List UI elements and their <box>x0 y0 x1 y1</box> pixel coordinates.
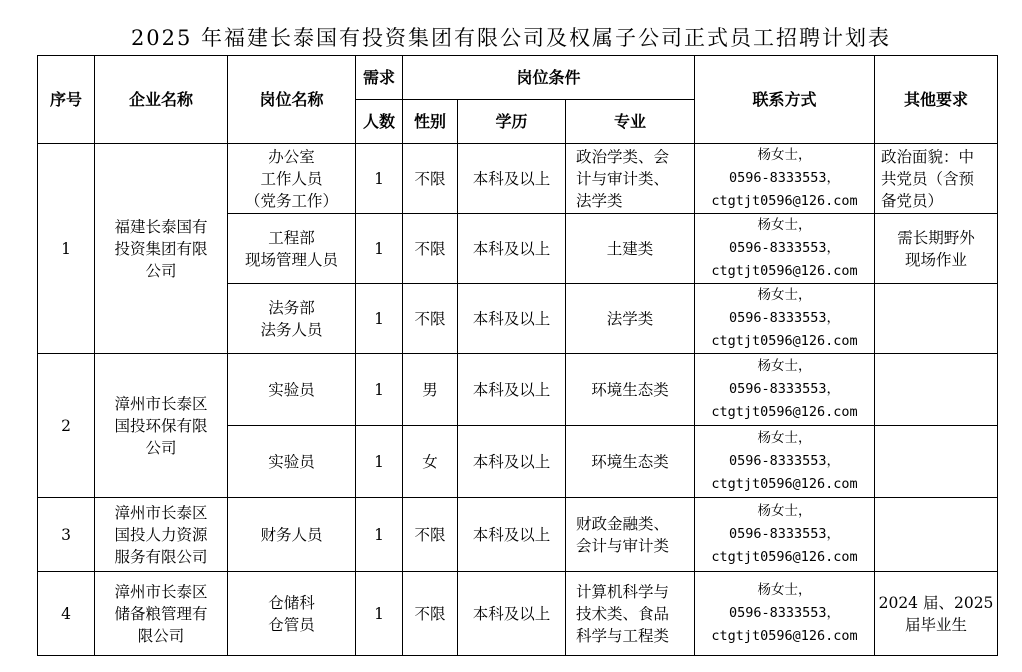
education-cell: 本科及以上 <box>458 214 566 284</box>
company-cell <box>95 144 228 354</box>
header-education: 学历 <box>458 100 566 144</box>
contact-cell-line: 0596-8333553， <box>728 526 841 542</box>
gender-cell: 男 <box>403 354 458 426</box>
other-cell <box>875 354 998 426</box>
contact-cell-line: 杨女士， <box>757 582 812 598</box>
header-company: 企业名称 <box>95 56 228 144</box>
position-cell <box>228 144 356 214</box>
major-cell-line: 计算机科学与 <box>576 582 670 601</box>
other-cell-line: 届毕业生 <box>905 615 968 634</box>
position-cell-line: 工程部 <box>268 228 315 247</box>
company-cell <box>95 572 228 656</box>
major-cell-line: 环境生态类 <box>591 380 669 399</box>
company-cell-line: 福建长泰国有 <box>114 217 208 236</box>
contact-cell-line: 杨女士， <box>757 430 812 446</box>
other-cell <box>875 284 998 354</box>
count-cell: 1 <box>356 214 403 284</box>
other-cell-line: 2024 届、2025 <box>878 593 994 612</box>
contact-cell-line: 0596-8333553， <box>728 453 841 469</box>
position-cell-line: 仓储科 <box>268 593 315 612</box>
contact-cell-line: ctgtjt0596@126.com <box>711 193 858 209</box>
other-cell <box>875 572 998 656</box>
seq-cell: 1 <box>38 144 95 354</box>
gender-cell: 不限 <box>403 572 458 656</box>
contact-cell-line: ctgtjt0596@126.com <box>711 404 858 420</box>
header-demand-top: 需求 <box>356 56 403 100</box>
contact-cell-line: 0596-8333553， <box>728 240 841 256</box>
other-cell-line: 备党员） <box>881 191 944 210</box>
company-cell-line: 国投环保有限 <box>114 416 208 435</box>
position-cell-line: 财务人员 <box>260 525 323 544</box>
other-cell <box>875 144 998 214</box>
other-cell-line: 政治面貌：中 <box>881 147 975 166</box>
seq-cell: 2 <box>38 354 95 498</box>
header-gender: 性别 <box>403 100 458 144</box>
major-cell <box>566 498 695 572</box>
gender-cell: 不限 <box>403 214 458 284</box>
major-cell <box>566 572 695 656</box>
major-cell-line: 环境生态类 <box>591 452 669 471</box>
table-row <box>38 498 998 572</box>
contact-cell-line: 0596-8333553， <box>728 310 841 326</box>
contact-cell-line: 杨女士， <box>757 147 812 163</box>
company-cell-line: 服务有限公司 <box>114 547 208 566</box>
position-cell-line: 仓管员 <box>268 615 315 634</box>
contact-cell-line: ctgtjt0596@126.com <box>711 628 858 644</box>
major-cell-line: 财政金融类、 <box>576 514 670 533</box>
contact-cell <box>695 498 875 572</box>
education-cell: 本科及以上 <box>458 284 566 354</box>
other-cell <box>875 426 998 498</box>
contact-cell-line: ctgtjt0596@126.com <box>711 476 858 492</box>
count-cell: 1 <box>356 144 403 214</box>
education-cell: 本科及以上 <box>458 144 566 214</box>
company-cell-line: 投资集团有限 <box>114 239 208 258</box>
major-cell-line: 计与审计类、 <box>576 169 670 188</box>
education-cell: 本科及以上 <box>458 572 566 656</box>
position-cell-line: 法务人员 <box>260 320 323 339</box>
major-cell <box>566 284 695 354</box>
seq-cell: 4 <box>38 572 95 656</box>
contact-cell-line: ctgtjt0596@126.com <box>711 333 858 349</box>
other-cell-line: 共党员（含预 <box>881 169 975 188</box>
contact-cell-line: ctgtjt0596@126.com <box>711 549 858 565</box>
count-cell: 1 <box>356 284 403 354</box>
gender-cell: 女 <box>403 426 458 498</box>
other-cell-line: 现场作业 <box>905 250 968 269</box>
count-cell: 1 <box>356 498 403 572</box>
gender-cell: 不限 <box>403 144 458 214</box>
contact-cell-line: 0596-8333553， <box>728 170 841 186</box>
header-major: 专业 <box>566 100 695 144</box>
position-cell-line: 实验员 <box>268 380 315 399</box>
header-contact: 联系方式 <box>695 56 875 144</box>
company-cell <box>95 498 228 572</box>
major-cell-line: 政治学类、会 <box>576 147 670 166</box>
count-cell: 1 <box>356 354 403 426</box>
major-cell-line: 会计与审计类 <box>576 536 670 555</box>
company-cell-line: 公司 <box>145 261 177 280</box>
table-body <box>38 56 998 656</box>
position-cell-line: 实验员 <box>268 452 315 471</box>
major-cell <box>566 214 695 284</box>
page-title: 2025 年福建长泰国有投资集团有限公司及权属子公司正式员工招聘计划表 <box>130 26 892 50</box>
position-cell-line: 法务部 <box>268 298 315 317</box>
contact-cell-line: 杨女士， <box>757 358 812 374</box>
major-cell-line: 科学与工程类 <box>576 626 670 645</box>
position-cell-line: 工作人员 <box>260 169 323 188</box>
contact-cell <box>695 284 875 354</box>
education-cell: 本科及以上 <box>458 498 566 572</box>
contact-cell-line: ctgtjt0596@126.com <box>711 263 858 279</box>
other-cell <box>875 214 998 284</box>
major-cell-line: 法学类 <box>576 191 623 210</box>
major-cell-line: 法学类 <box>606 309 654 328</box>
contact-cell-line: 0596-8333553， <box>728 381 841 397</box>
position-cell-line: （党务工作） <box>244 191 338 210</box>
contact-cell <box>695 354 875 426</box>
gender-cell: 不限 <box>403 284 458 354</box>
gender-cell: 不限 <box>403 498 458 572</box>
contact-cell <box>695 426 875 498</box>
company-cell-line: 公司 <box>145 438 177 457</box>
position-cell <box>228 284 356 354</box>
header-row-top <box>38 56 998 100</box>
contact-cell-line: 杨女士， <box>757 217 812 233</box>
company-cell-line: 国投人力资源 <box>114 525 208 544</box>
contact-cell <box>695 214 875 284</box>
header-seq: 序号 <box>38 56 95 144</box>
position-cell <box>228 214 356 284</box>
contact-cell <box>695 144 875 214</box>
contact-cell <box>695 572 875 656</box>
count-cell: 1 <box>356 572 403 656</box>
other-cell <box>875 498 998 572</box>
position-cell-line: 办公室 <box>268 147 315 166</box>
major-cell <box>566 426 695 498</box>
major-cell <box>566 144 695 214</box>
education-cell: 本科及以上 <box>458 426 566 498</box>
major-cell <box>566 354 695 426</box>
header-demand-bottom: 人数 <box>356 100 403 144</box>
position-cell <box>228 354 356 426</box>
major-cell-line: 土建类 <box>606 239 654 258</box>
header-conditions: 岗位条件 <box>403 56 695 100</box>
seq-cell: 3 <box>38 498 95 572</box>
position-cell <box>228 426 356 498</box>
education-cell: 本科及以上 <box>458 354 566 426</box>
table-row <box>38 354 998 426</box>
company-cell-line: 漳州市长泰区 <box>114 394 208 413</box>
contact-cell-line: 杨女士， <box>757 287 812 303</box>
recruitment-table <box>37 55 998 656</box>
company-cell-line: 储备粮管理有 <box>114 604 208 623</box>
company-cell <box>95 354 228 498</box>
table-row <box>38 572 998 656</box>
position-cell <box>228 498 356 572</box>
header-position: 岗位名称 <box>228 56 356 144</box>
other-cell-line: 需长期野外 <box>897 228 975 247</box>
company-cell-line: 限公司 <box>137 626 185 645</box>
header-other: 其他要求 <box>875 56 998 144</box>
count-cell: 1 <box>356 426 403 498</box>
contact-cell-line: 0596-8333553， <box>728 605 841 621</box>
position-cell <box>228 572 356 656</box>
company-cell-line: 漳州市长泰区 <box>114 503 208 522</box>
major-cell-line: 技术类、食品 <box>576 604 670 623</box>
table-row <box>38 144 998 214</box>
company-cell-line: 漳州市长泰区 <box>114 582 208 601</box>
contact-cell-line: 杨女士， <box>757 503 812 519</box>
position-cell-line: 现场管理人员 <box>244 250 338 269</box>
